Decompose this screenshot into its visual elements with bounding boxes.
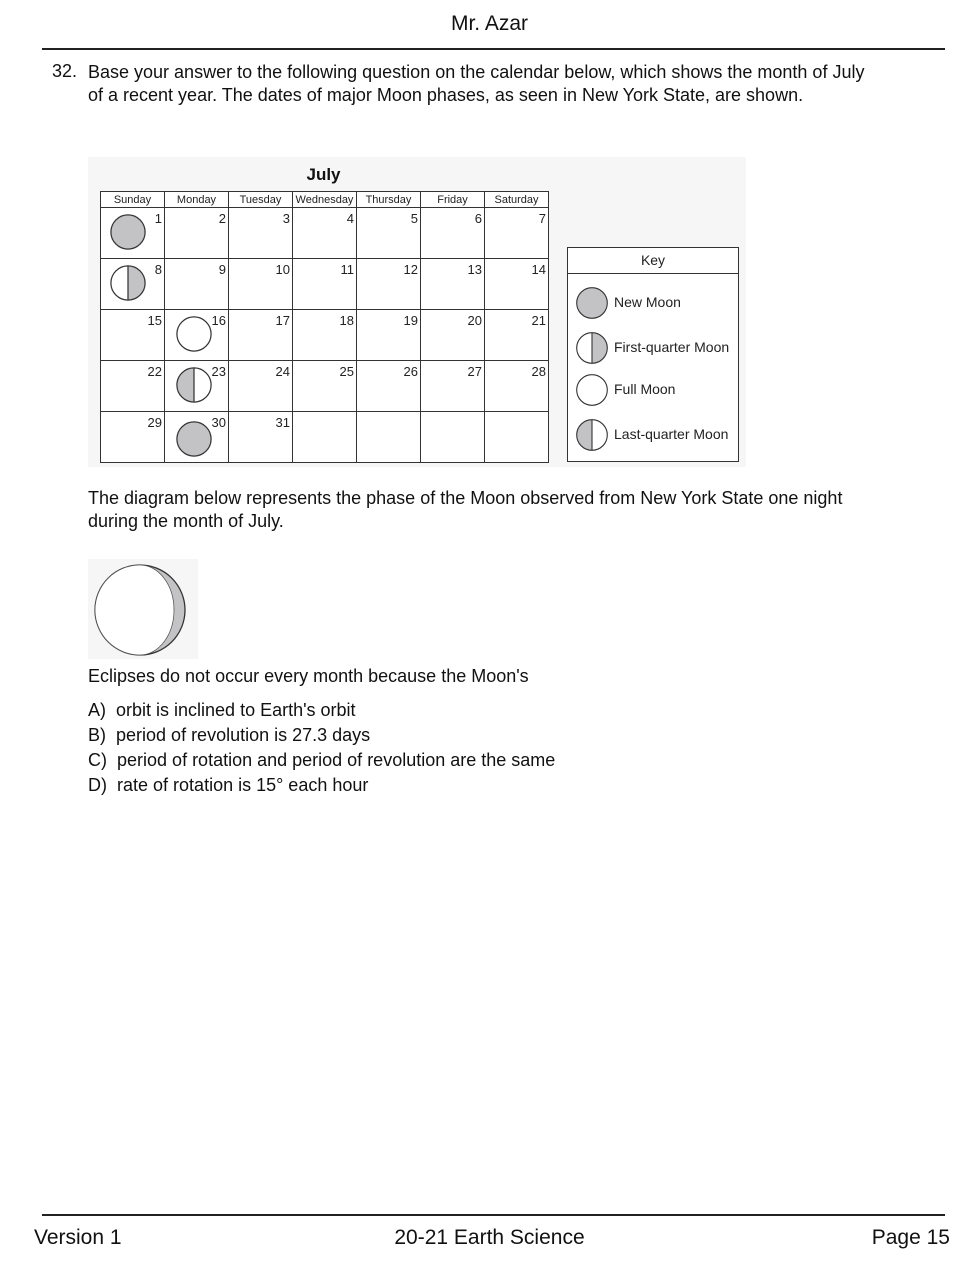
calendar-cell [165,361,229,412]
key-label: Full Moon [614,381,676,397]
date-number: 29 [147,415,162,430]
date-number: 28 [531,364,546,379]
last-quarter-moon-icon [575,418,609,452]
calendar-cell [485,310,549,361]
date-number: 3 [282,211,290,226]
choice-letter: B) [88,725,106,745]
answer-choice-c[interactable] [88,750,555,771]
calendar-cell [357,259,421,310]
calendar-cell [101,412,165,463]
full-moon-icon [575,373,609,407]
july-calendar [100,191,549,463]
calendar-cell [293,310,357,361]
date-number: 24 [275,364,290,379]
moon-phase-key [567,247,739,462]
day-header: Sunday [101,192,165,208]
date-number: 26 [403,364,418,379]
calendar-cell [101,310,165,361]
calendar-title: July [306,165,341,184]
key-item [575,286,735,320]
waxing-gibbous-moon-icon [88,559,198,659]
date-number: 20 [467,313,482,328]
date-number: 2 [218,211,226,226]
choice-text: period of rotation and period of revolution are the same [117,750,556,770]
header-divider [42,48,945,50]
date-number: 25 [339,364,354,379]
calendar-cell [357,208,421,259]
key-item [575,331,735,365]
date-number: 9 [218,262,226,277]
footer-version: Version 1 [34,1226,122,1249]
first-quarter-moon-icon [575,331,609,365]
calendar-cell [421,259,485,310]
date-number: 30 [211,415,226,430]
first-quarter-moon-icon [109,264,147,302]
calendar-cell [229,310,293,361]
calendar-cell [293,412,357,463]
calendar-cell [485,412,549,463]
footer-page-number: Page 15 [871,1226,950,1249]
choice-letter: C) [88,750,107,770]
date-number: 5 [410,211,418,226]
calendar-cell [101,208,165,259]
date-number: 31 [275,415,290,430]
calendar-cell [485,361,549,412]
date-number: 11 [340,262,354,277]
date-number: 7 [538,211,546,226]
calendar-cell [485,208,549,259]
date-number: 23 [211,364,226,379]
key-title: Key [568,248,738,274]
calendar-cell [357,361,421,412]
day-header: Tuesday [229,192,293,208]
day-header: Wednesday [293,192,357,208]
date-number: 18 [339,313,354,328]
footer-divider [42,1214,945,1216]
date-number: 8 [154,262,162,277]
day-header: Friday [421,192,485,208]
date-number: 14 [531,262,546,277]
key-label: First-quarter Moon [614,339,730,355]
date-number: 10 [275,262,290,277]
choice-text: orbit is inclined to Earth's orbit [116,700,356,720]
calendar-cell [421,412,485,463]
diagram-description: The diagram below represents the phase of the Moon observed from New York State one night during the month of July. [88,488,843,531]
page-header-title: Mr. Azar [450,12,529,35]
calendar-cell [293,208,357,259]
day-header: Saturday [485,192,549,208]
calendar-cell [421,361,485,412]
key-item [575,373,735,407]
date-number: 13 [467,262,482,277]
question-stem: Eclipses do not occur every month because the Moon's [88,666,529,686]
new-moon-icon [575,286,609,320]
last-quarter-moon-icon [175,366,213,404]
date-number: 12 [403,262,418,277]
day-header: Thursday [357,192,421,208]
calendar-cell [485,259,549,310]
calendar-cell [357,412,421,463]
date-number: 16 [211,313,226,328]
date-number: 21 [531,313,546,328]
calendar-cell [229,259,293,310]
answer-choice-d[interactable] [88,775,368,796]
date-number: 15 [147,313,162,328]
date-number: 1 [154,211,162,226]
key-label: Last-quarter Moon [614,426,729,442]
question-intro: Base your answer to the following question on the calendar below, which shows the month of July of a recent year. The dates of major Moon phases, as seen in New York State, are shown. [88,62,865,105]
calendar-cell [229,412,293,463]
choice-letter: D) [88,775,107,795]
calendar-cell [229,361,293,412]
question-number: 32. [52,61,78,81]
calendar-cell [101,259,165,310]
key-label: New Moon [614,294,681,310]
day-header: Monday [165,192,229,208]
calendar-cell [229,208,293,259]
answer-choice-a[interactable] [88,700,356,721]
calendar-cell [165,412,229,463]
calendar-cell [421,310,485,361]
calendar-cell [421,208,485,259]
full-moon-icon [175,315,213,353]
choice-letter: A) [88,700,106,720]
new-moon-icon [175,420,213,458]
date-number: 22 [147,364,162,379]
observed-moon-diagram [88,559,198,659]
footer-course: 20-21 Earth Science [394,1226,585,1249]
date-number: 19 [403,313,418,328]
calendar-cell [165,310,229,361]
date-number: 27 [467,364,482,379]
choice-text: period of revolution is 27.3 days [116,725,371,745]
calendar-cell [165,208,229,259]
key-item [575,418,735,452]
calendar-cell [101,361,165,412]
calendar-cell [165,259,229,310]
calendar-cell [357,310,421,361]
choice-text: rate of rotation is 15° each hour [117,775,369,795]
date-number: 17 [275,313,290,328]
answer-choice-b[interactable] [88,725,370,746]
calendar-cell [293,259,357,310]
date-number: 6 [474,211,482,226]
new-moon-icon [109,213,147,251]
date-number: 4 [346,211,354,226]
calendar-cell [293,361,357,412]
